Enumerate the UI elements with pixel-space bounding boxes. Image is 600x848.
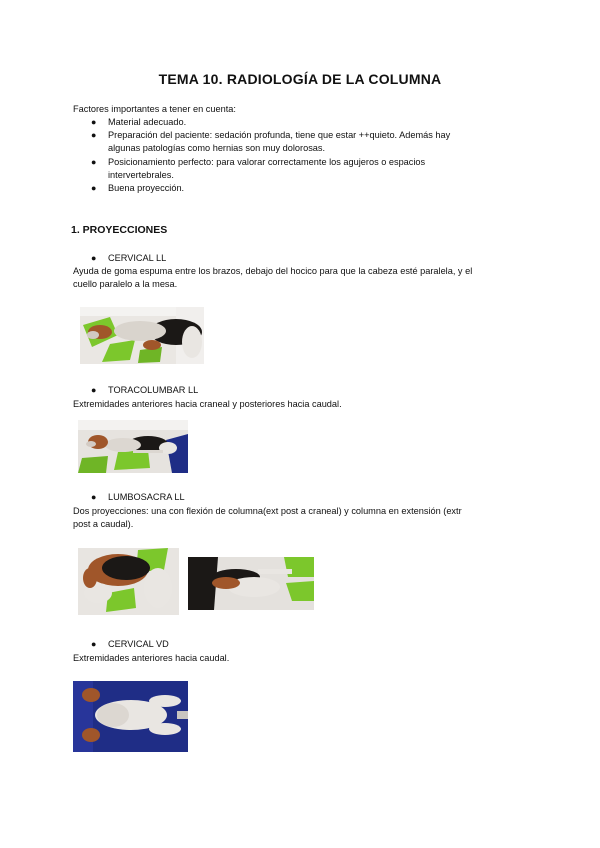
- projection-description: Dos proyecciones: una con flexión de columna(ext post a craneal) y columna en extensión (extr: [73, 506, 462, 516]
- intro-text: Factores importantes a tener en cuenta:: [73, 104, 236, 114]
- bullet-icon: ●: [91, 183, 97, 193]
- section-heading: 1. PROYECCIONES: [71, 224, 168, 236]
- projection-description: cuello paralelo a la mesa.: [73, 279, 178, 289]
- page-title: TEMA 10. RADIOLOGÍA DE LA COLUMNA: [158, 71, 442, 87]
- bullet-icon: ●: [91, 157, 97, 167]
- projection-description: Extremidades anteriores hacia craneal y posteriores hacia caudal.: [73, 399, 342, 409]
- projection-description: Ayuda de goma espuma entre los brazos, debajo del hocico para que la cabeza esté paralela, y el: [73, 266, 473, 276]
- cervical-vd-photo: [73, 681, 188, 752]
- cervical-ll-photo: [80, 307, 204, 364]
- bullet-icon: ●: [91, 117, 97, 127]
- toracolumbar-ll-photo: [78, 420, 188, 473]
- projection-description: Extremidades anteriores hacia caudal.: [73, 653, 230, 663]
- lumbosacra-extension-photo: [188, 557, 314, 610]
- projection-description: post a caudal).: [73, 519, 134, 529]
- bullet-icon: ●: [91, 639, 97, 649]
- bullet-icon: ●: [91, 130, 97, 140]
- bullet-icon: ●: [91, 253, 97, 263]
- document-page: TEMA 10. RADIOLOGÍA DE LA COLUMNA Factores importantes a tener en cuenta: ● Material adecuado. ● Preparación del paciente: sedación profunda, tiene que estar ++quieto. Además hay algunas patologías como hernias son muy dolorosas. ● Posicionamiento perfecto: para valorar correctamente los agujeros o espacios intervertebrales. ● Buena proyección. 1. PROYECCIONES ● CERVICAL LL Ayuda de goma espuma entre los brazos, debajo del hocico para que la cabeza esté paralela, y el cuello paralelo a la mesa. ● TORACOLUMBAR LL Extremidades anteriores hacia craneal y posteriores hacia caudal. ● LUMBOSACRA LL Dos proyecciones: una con flexión de columna(ext post a craneal) y columna en extensión (extr post a caudal). ● CERVICAL VD Extremidades anteriores hacia caudal.: [0, 0, 600, 848]
- bullet-icon: ●: [91, 385, 97, 395]
- lumbosacra-flexion-photo: [78, 548, 179, 615]
- bullet-icon: ●: [91, 492, 97, 502]
